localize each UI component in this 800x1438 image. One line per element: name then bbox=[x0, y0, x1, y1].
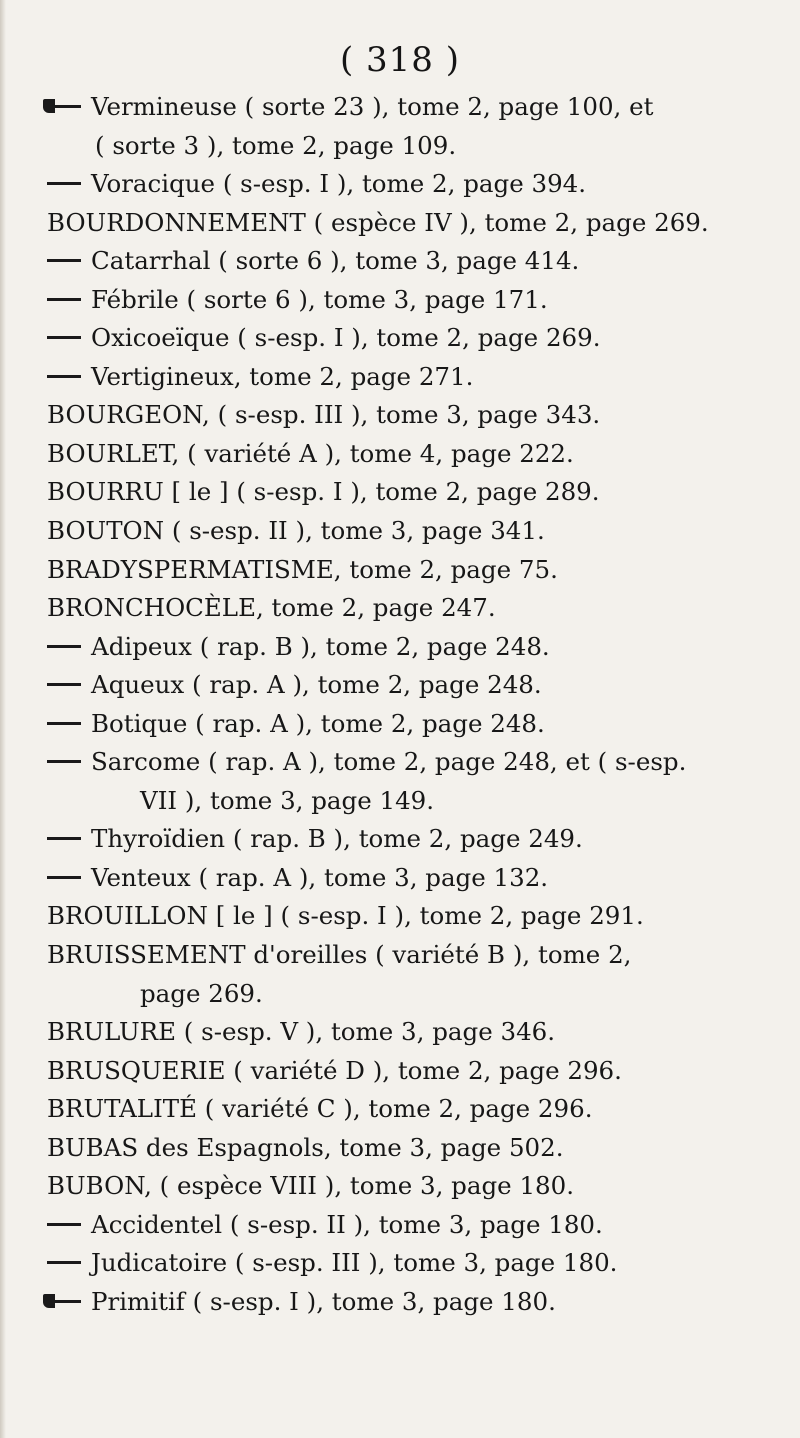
entry-text: Botique ( rap. A ), tome 2, page 248. bbox=[91, 708, 545, 738]
entry-text: Fébrile ( sorte 6 ), tome 3, page 171. bbox=[91, 284, 548, 314]
index-subentry bbox=[0, 358, 800, 397]
entry-text: Judicatoire ( s-esp. III ), tome 3, page 180. bbox=[91, 1248, 618, 1278]
index-entry bbox=[0, 512, 800, 551]
index-subentry bbox=[0, 165, 800, 204]
entry-text: BUBAS des Espagnols, tome 3, page 502. bbox=[47, 1132, 564, 1162]
index-entry bbox=[0, 551, 800, 590]
entry-text: BRUTALITÉ ( variété C ), tome 2, page 296. bbox=[47, 1094, 593, 1124]
entry-text: Accidentel ( s-esp. II ), tome 3, page 180. bbox=[91, 1209, 603, 1239]
entry-text: Vertigineux, tome 2, page 271. bbox=[91, 361, 474, 391]
entry-text: BRADYSPERMATISME, tome 2, page 75. bbox=[47, 554, 558, 584]
index-entry bbox=[0, 936, 800, 975]
index-entry bbox=[0, 396, 800, 435]
em-dash-icon bbox=[47, 837, 81, 840]
index-entry bbox=[0, 897, 800, 936]
index-entry bbox=[0, 1052, 800, 1091]
index-entry-continuation bbox=[0, 127, 800, 166]
index-subentry bbox=[0, 820, 800, 859]
index-subentry bbox=[0, 666, 800, 705]
entry-text: Aqueux ( rap. A ), tome 2, page 248. bbox=[91, 670, 542, 700]
index-subentry bbox=[0, 743, 800, 782]
entry-text: BOURLET, ( variété A ), tome 4, page 222. bbox=[47, 438, 574, 468]
entry-text: Oxicoeïque ( s-esp. I ), tome 2, page 269. bbox=[91, 323, 601, 353]
entry-text: BRULURE ( s-esp. V ), tome 3, page 346. bbox=[47, 1017, 556, 1047]
index-entry bbox=[0, 204, 800, 243]
pointing-hand-dash-icon bbox=[47, 1300, 81, 1303]
index-entry-continuation bbox=[0, 782, 800, 821]
entry-text: VII ), tome 3, page 149. bbox=[140, 785, 435, 815]
index-subentry bbox=[0, 88, 800, 127]
entry-text: BUBON, ( espèce VIII ), tome 3, page 180. bbox=[47, 1171, 574, 1201]
em-dash-icon bbox=[47, 876, 81, 879]
index-subentry bbox=[0, 319, 800, 358]
index-subentry bbox=[0, 1283, 800, 1322]
entry-text: BROUILLON [ le ] ( s-esp. I ), tome 2, page 291. bbox=[47, 901, 644, 931]
em-dash-icon bbox=[47, 259, 81, 262]
em-dash-icon bbox=[47, 375, 81, 378]
index-entry bbox=[0, 1167, 800, 1206]
entry-text: BOURDONNEMENT ( espèce IV ), tome 2, page 269. bbox=[47, 207, 709, 237]
entry-text: ( sorte 3 ), tome 2, page 109. bbox=[95, 130, 457, 160]
em-dash-icon bbox=[47, 683, 81, 686]
entry-text: BOURRU [ le ] ( s-esp. I ), tome 2, page 289. bbox=[47, 477, 600, 507]
entry-text: Catarrhal ( sorte 6 ), tome 3, page 414. bbox=[91, 246, 580, 276]
index-subentry bbox=[0, 859, 800, 898]
index-entry bbox=[0, 473, 800, 512]
index-subentry bbox=[0, 1206, 800, 1245]
em-dash-icon bbox=[47, 1261, 81, 1264]
index-entry-continuation bbox=[0, 975, 800, 1014]
entry-text: BOURGEON, ( s-esp. III ), tome 3, page 343. bbox=[47, 400, 601, 430]
index-subentry bbox=[0, 1244, 800, 1283]
entry-text: Sarcome ( rap. A ), tome 2, page 248, et ( s-esp. bbox=[91, 747, 687, 777]
index-entry bbox=[0, 1013, 800, 1052]
index-entry bbox=[0, 1090, 800, 1129]
entry-text: Vermineuse ( sorte 23 ), tome 2, page 100, et bbox=[91, 92, 654, 121]
entry-text: Venteux ( rap. A ), tome 3, page 132. bbox=[91, 862, 549, 892]
em-dash-icon bbox=[47, 1223, 81, 1226]
em-dash-icon bbox=[47, 336, 81, 339]
em-dash-icon bbox=[47, 298, 81, 301]
entry-text: Voracique ( s-esp. I ), tome 2, page 394. bbox=[91, 169, 587, 199]
entry-text: BOUTON ( s-esp. II ), tome 3, page 341. bbox=[47, 516, 545, 546]
pointing-hand-dash-icon bbox=[47, 105, 81, 108]
entry-text: BRUISSEMENT d'oreilles ( variété B ), tome 2, bbox=[47, 940, 632, 970]
entry-text: BRUSQUERIE ( variété D ), tome 2, page 296. bbox=[47, 1055, 622, 1085]
em-dash-icon bbox=[47, 722, 81, 725]
index-subentry bbox=[0, 242, 800, 281]
entry-text: Primitif ( s-esp. I ), tome 3, page 180. bbox=[91, 1286, 556, 1316]
entry-text: BRONCHOCÈLE, tome 2, page 247. bbox=[47, 593, 496, 623]
index-entry bbox=[0, 435, 800, 474]
index-subentry bbox=[0, 281, 800, 320]
index-entry bbox=[0, 1129, 800, 1168]
index-subentry bbox=[0, 705, 800, 744]
em-dash-icon bbox=[47, 182, 81, 185]
entry-text: page 269. bbox=[140, 978, 263, 1008]
em-dash-icon bbox=[47, 760, 81, 763]
index-entries-list bbox=[0, 88, 800, 1322]
page-number: ( 318 ) bbox=[339, 40, 461, 80]
em-dash-icon bbox=[47, 645, 81, 648]
entry-text: Thyroïdien ( rap. B ), tome 2, page 249. bbox=[91, 824, 583, 854]
index-entry bbox=[0, 589, 800, 628]
entry-text: Adipeux ( rap. B ), tome 2, page 248. bbox=[91, 631, 550, 661]
index-subentry bbox=[0, 628, 800, 667]
